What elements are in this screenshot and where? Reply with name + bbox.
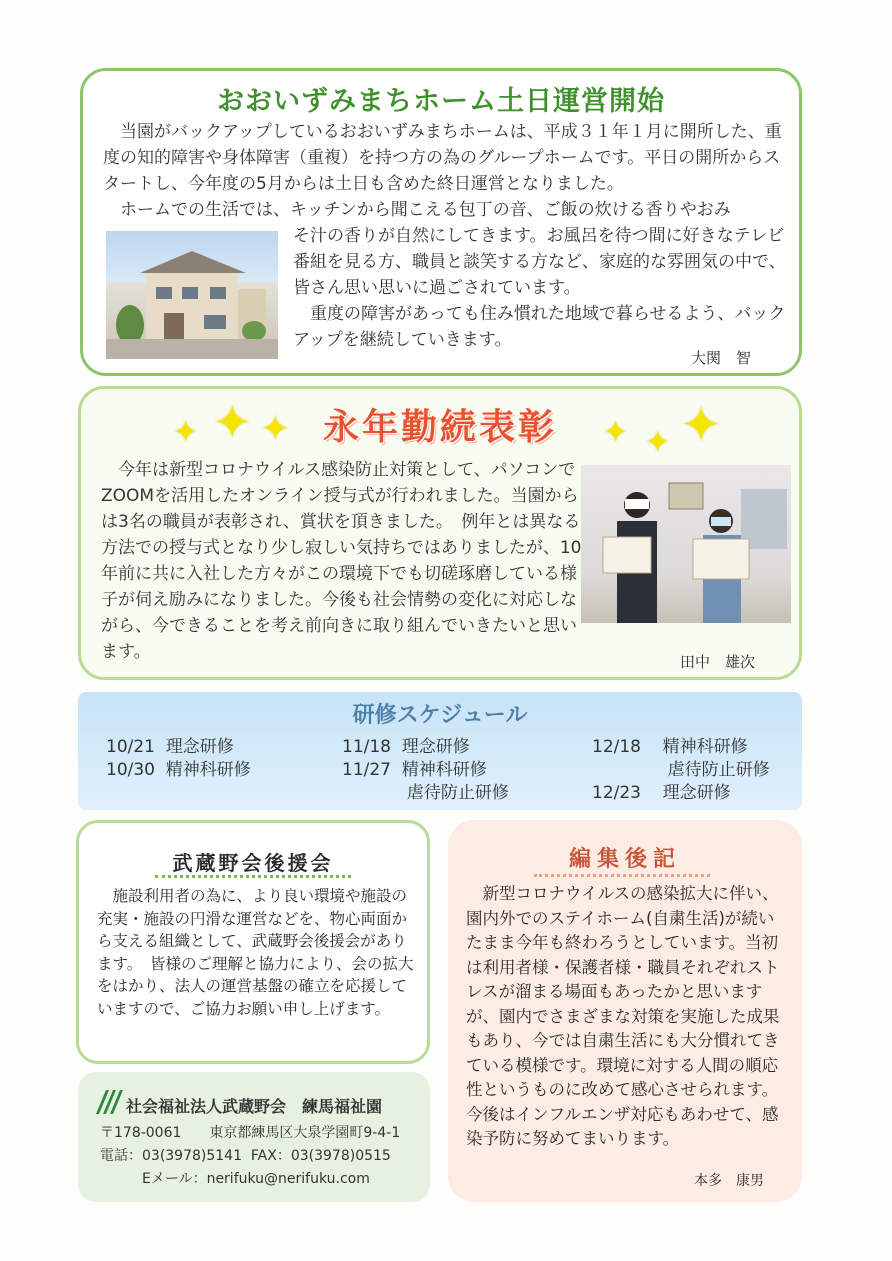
editor-note-title: 編集後記 [568, 847, 681, 872]
schedule-column-november: 11/18 理念研修 11/27 精神科研修 虐待防止研修 [342, 737, 509, 803]
editor-note-text: 新型コロナウイルスの感染拡大に伴い、園内外でのステイホーム(自粛生活)が続いたまま今年も終わろうとしています。当初は利用者様・保護者様・職員それぞれストレスが溜まる場面もあったかと思いますが、園内でさまざまな対策を実施した成果もあり、今では自粛生活にも大分慣れてきている模様です。環境に対する人間の順応性というものに改めて感心させられます。 今後はインフルエンザ対応もあわせて、感染予防に努めてまいります。 [466, 884, 787, 1148]
schedule-column-october: 10/21 理念研修 10/30 精神科研修 [106, 737, 251, 780]
home-article-paragraph-1: 当園がバックアップしているおおいずみまちホームは、平成３１年１月に開所した、重度の知的障害や身体障害（重複）を持つ方の為のグループホームです。平日の開所からスタートし、今年度の5月からは土日も含めた終日運営となりました。 [103, 122, 782, 194]
phone-fax: 電話：03(3978)5141 FAX：03(3978)0515 [100, 1148, 391, 1164]
star-icon: ✦ [261, 409, 290, 449]
email-address: Eメール：nerifuku@nerifuku.com [142, 1171, 370, 1187]
award-article-title: 永年勤続表彰 [322, 406, 557, 448]
home-article-paragraph-2-rest: そ汁の香りが自然にしてきます。お風呂を待つ間に好きなテレビ番組を見る方、職員と談笑する方など、家庭的な雰囲気の中で、皆さん思い思いに過ごされています。 [293, 226, 786, 298]
title-dotted-underline [534, 874, 710, 877]
postal-address: 〒178-0061 東京都練馬区大泉学園町9-4-1 [100, 1125, 401, 1141]
award-illustration [581, 465, 791, 623]
support-association-text: 施設利用者の為に、より良い環境や施設の充実・施設の円滑な運営などを、物心両面から支える組織として、武蔵野会後援会があります。 皆様のご理解と協力により、会の拡大をはかり、法人の運営基盤の確立を応援していますので、ご協力お願い申し上げます。 [97, 887, 414, 1018]
house-illustration [106, 231, 278, 359]
contact-box [78, 1072, 430, 1202]
award-article-author: 田中 雄次 [679, 653, 755, 671]
editor-note-box [448, 820, 802, 1202]
star-icon: ✦ [603, 415, 629, 450]
home-article-author: 大関 智 [690, 349, 751, 367]
star-icon: ✦ [213, 395, 252, 449]
award-article-box [78, 386, 802, 680]
star-icon: ✦ [645, 425, 671, 460]
support-association-box [76, 820, 430, 1064]
editor-note-author: 本多 康男 [694, 1173, 764, 1189]
award-article-text: 今年は新型コロナウイルス感染防止対策として、パソコンでZOOMを活用したオンライン授与式が行われました。当園からは3名の職員が表彰され、賞状を頂きました。 例年とは異なる方法での授与式となり少し寂しい気持ちではありましたが、10年前に共に入社した方々がこの環境下でも切磋琢磨している様子が伺え励みになりました。今後も社会情勢の変化に対応しながら、今できることを考え前向きに取り組んでいきたいと思います。 [101, 460, 582, 662]
award-ceremony-photo [581, 465, 791, 623]
home-article-box [80, 68, 802, 376]
title-dotted-underline [155, 875, 351, 878]
star-icon: ✦ [681, 397, 722, 453]
training-schedule-title: 研修スケジュール [352, 703, 528, 728]
support-association-title: 武蔵野会後援会 [172, 851, 334, 875]
training-schedule-box [78, 692, 802, 810]
home-article-paragraph-2-line1: ホームでの生活では、キッチンから聞こえる包丁の音、ご飯の炊ける香りやおみ [120, 200, 731, 220]
house-photo [106, 231, 278, 359]
organization-logo-icon [92, 1086, 124, 1116]
home-article-paragraph-3: 重度の障害があっても住み慣れた地域で暮らせるよう、バックアップを継続していきます。 [293, 304, 786, 350]
organization-name: 社会福祉法人武蔵野会 練馬福祉園 [126, 1097, 383, 1116]
schedule-column-december: 12/18 精神科研修 虐待防止研修 12/23 理念研修 [592, 737, 770, 803]
home-article-title: おおいずみまちホーム土日運営開始 [217, 86, 665, 117]
star-icon: ✦ [173, 415, 199, 450]
